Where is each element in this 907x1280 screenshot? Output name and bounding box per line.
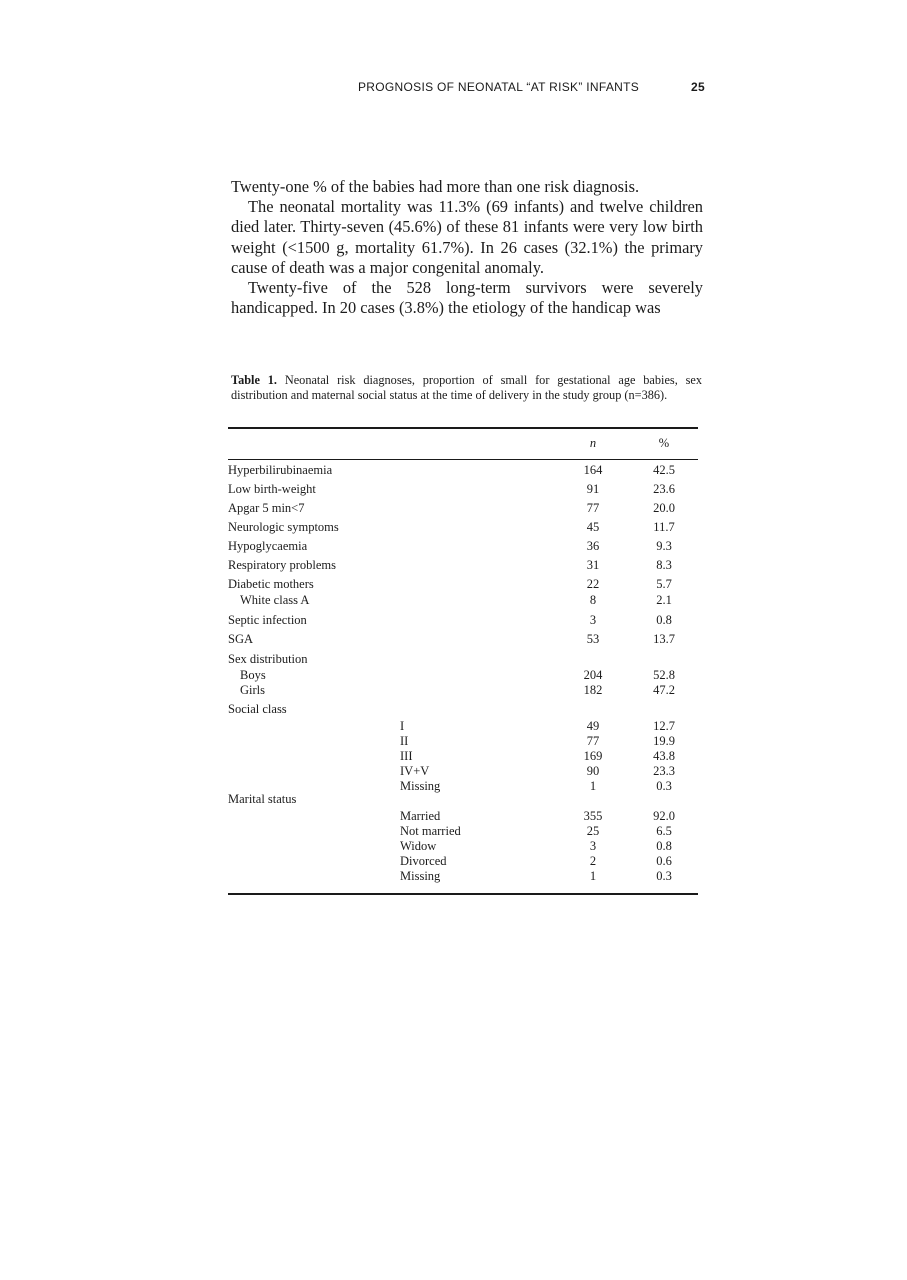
table-row [228,668,698,683]
row-percent: 19.9 [653,734,675,748]
row-label: Marital status [228,792,297,806]
table-caption-label: Table 1. [231,373,277,387]
row-n: 25 [586,824,600,838]
row-label: Septic infection [228,613,307,627]
row-percent: 42.5 [653,463,675,477]
row-label: Neurologic symptoms [228,520,339,534]
row-percent: 13.7 [653,632,675,646]
row-n: 182 [583,683,603,697]
row-label: Apgar 5 min<7 [228,501,305,515]
row-percent: 11.7 [653,520,675,534]
row-n: 49 [586,719,600,733]
row-n: 22 [586,577,600,591]
row-label: Missing [400,869,441,883]
table-row [228,593,698,608]
page-number: 25 [691,80,705,94]
row-percent: 8.3 [656,558,672,572]
row-percent: 23.3 [653,764,675,778]
row-n: 169 [583,749,603,763]
table-row [228,792,698,807]
table-caption [231,373,702,402]
row-percent: 52.8 [653,668,675,682]
row-percent: 47.2 [653,683,675,697]
row-n: 90 [586,764,600,778]
row-label: Boys [240,668,266,682]
row-n: 3 [589,839,597,853]
row-n: 8 [589,593,597,607]
table-row [228,854,698,869]
paragraph: The neonatal mortality was 11.3% (69 infants) and twelve children died later. Thirty-seven (45.6%) of these 81 infants were very low birth weight (<1500 g, mortality 61.7%). In 26 cases (32.1%) the primary cause of death was a major congenital anomaly. [231,197,703,277]
table-row [228,734,698,749]
row-label: Hyperbilirubinaemia [228,463,333,477]
table-row [228,539,698,554]
table-row [228,652,698,667]
table-row [228,482,698,497]
table-row [228,577,698,592]
table-header-rule [228,459,698,460]
row-n: 204 [583,668,603,682]
row-n: 3 [589,613,597,627]
row-label: II [400,734,409,748]
row-label: Diabetic mothers [228,577,314,591]
row-n: 45 [586,520,600,534]
row-n: 1 [589,869,597,883]
table-row [228,824,698,839]
row-percent: 20.0 [653,501,675,515]
row-label: Widow [400,839,437,853]
table-row [228,764,698,779]
column-header-percent: % [658,436,670,450]
row-percent: 6.5 [656,824,672,838]
table-row [228,520,698,535]
table-row [228,463,698,478]
paragraph: Twenty-five of the 528 long-term survivors were severely handicapped. In 20 cases (3.8%) the etiology of the handicap was [231,278,703,318]
row-n: 1 [589,779,597,793]
table-row [228,839,698,854]
row-label: Divorced [400,854,447,868]
table-row [228,749,698,764]
row-n: 355 [583,809,603,823]
table-row [228,683,698,698]
row-label: Sex distribution [228,652,308,666]
row-percent: 23.6 [653,482,675,496]
table-row [228,719,698,734]
row-label: SGA [228,632,254,646]
row-label: IV+V [400,764,430,778]
row-label: Married [400,809,441,823]
row-n: 2 [589,854,597,868]
column-header-n: n [589,436,597,450]
row-label: Not married [400,824,461,838]
row-n: 91 [586,482,600,496]
row-n: 53 [586,632,600,646]
row-n: 31 [586,558,600,572]
row-label: Hypoglycaemia [228,539,308,553]
paragraph: Twenty-one % of the babies had more than one risk diagnosis. [231,177,640,196]
row-label: Girls [240,683,265,697]
table-row [228,632,698,647]
table-row [228,501,698,516]
row-percent: 0.8 [656,839,672,853]
row-percent: 43.8 [653,749,675,763]
table-row [228,613,698,628]
row-percent: 0.6 [656,854,672,868]
table-top-rule [228,427,698,429]
row-percent: 0.3 [656,869,672,883]
table-row [228,809,698,824]
row-percent: 5.7 [656,577,672,591]
row-label: White class A [240,593,310,607]
table-bottom-rule [228,893,698,895]
row-n: 164 [583,463,603,477]
row-percent: 2.1 [656,593,672,607]
table-row [228,702,698,717]
row-label: Respiratory problems [228,558,336,572]
row-percent: 9.3 [656,539,672,553]
body-text [231,177,703,318]
row-n: 36 [586,539,600,553]
row-label: I [400,719,405,733]
row-label: III [400,749,413,763]
row-percent: 0.3 [656,779,672,793]
table-caption-text: Neonatal risk diagnoses, proportion of small for gestational age babies, sex distribution and maternal social status at the time of delivery in the study group (n=386). [231,373,702,402]
row-n: 77 [586,501,600,515]
row-label: Social class [228,702,287,716]
row-percent: 92.0 [653,809,675,823]
row-percent: 12.7 [653,719,675,733]
row-n: 77 [586,734,600,748]
running-title: PROGNOSIS OF NEONATAL “AT RISK” INFANTS [358,80,640,94]
row-label: Missing [400,779,441,793]
row-percent: 0.8 [656,613,672,627]
table-row [228,558,698,573]
row-label: Low birth-weight [228,482,316,496]
table-row [228,869,698,884]
